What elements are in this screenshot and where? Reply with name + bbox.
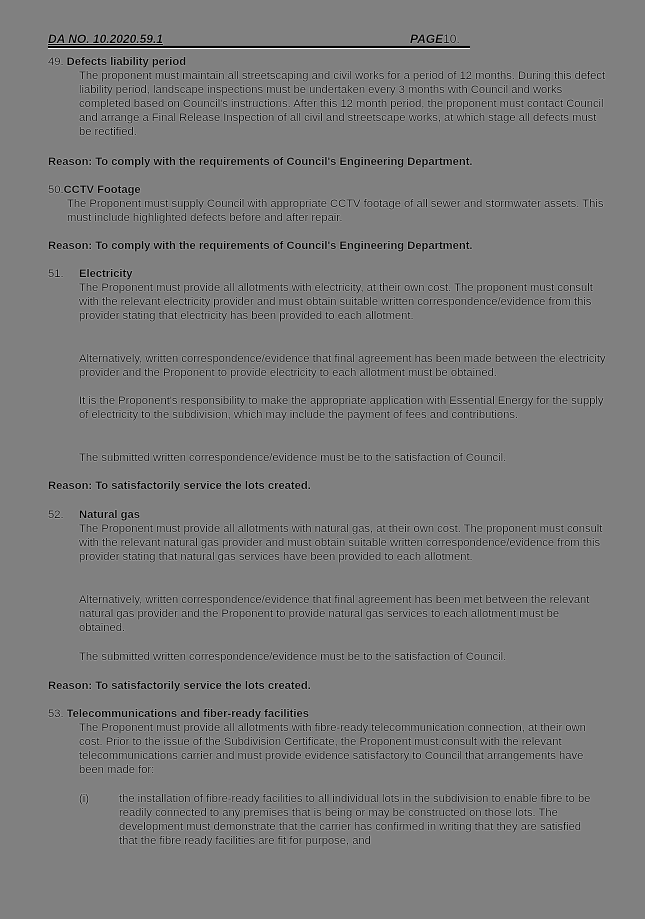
page-number: 10.	[443, 32, 460, 46]
condition-heading: 53. Telecommunications and fiber-ready facilities	[48, 708, 309, 720]
condition-50-reason: Reason: To comply with the requirements of Council's Engineering Department.	[48, 240, 473, 252]
condition-49	[48, 55, 608, 140]
condition-title: Defects liability period	[66, 56, 187, 68]
condition-heading: 51. Electricity	[48, 268, 133, 280]
condition-paragraph: The submitted written correspondence/evidence must be to the satisfaction of Council.	[79, 452, 507, 464]
condition-heading: 49. Defects liability period	[48, 56, 187, 68]
condition-51-para-3	[48, 394, 608, 422]
condition-paragraph: The proponent must maintain all streetscaping and civil works for a period of 12 months. During this defect liability period, landscape inspections must be undertaken every 3 months with Council and works completed based on Council's instructions. After this 12 month period, the proponent must contact Council and arrange a Final Release Inspection of all civil and streetscape works, at which stage all defects must be rectified.	[79, 70, 606, 139]
condition-paragraph: The Proponent must supply Council with appropriate CCTV footage of all sewer and stormwater assets. This must include highlighted defects before and after repair.	[67, 198, 604, 225]
condition-51-para-4	[48, 451, 608, 465]
sub-item-marker: (i)	[79, 793, 89, 805]
condition-51-para-2	[48, 352, 608, 380]
condition-heading: 50.CCTV Footage	[48, 184, 141, 196]
page-label: PAGE	[410, 32, 444, 46]
condition-title: Telecommunications and fiber-ready facilities	[66, 708, 309, 720]
condition-52-para-3	[48, 650, 608, 664]
sub-item-text: the installation of fibre-ready facilities to all individual lots in the subdivision to enable fibre to be readily connected to any premises that is being or may be constructed on those lots. The development must demonstrate that the carrier has confirmed in writing that they are satisfied that the fibre ready facilities are fit for purpose, and	[119, 793, 591, 848]
condition-52-reason: Reason: To satisfactorily service the lots created.	[48, 680, 311, 692]
condition-50	[48, 183, 608, 225]
da-number: DA NO. 10.2020.59.1	[48, 32, 163, 46]
condition-title: Electricity	[79, 268, 133, 280]
condition-51-reason: Reason: To satisfactorily service the lots created.	[48, 480, 311, 492]
condition-paragraph: Alternatively, written correspondence/evidence that final agreement has been made between the electricity provider and the Proponent to provide electricity to each allotment must be obtained.	[79, 353, 606, 380]
condition-paragraph: The Proponent must provide all allotments with natural gas, at their own cost. The proponent must consult with the relevant natural gas provider and must obtain suitable written correspondence/evidence from this provider stating that natural gas services have been provided to each allotment.	[79, 523, 603, 564]
condition-paragraph: The submitted written correspondence/evidence must be to the satisfaction of Council.	[79, 651, 507, 663]
condition-49-reason: Reason: To comply with the requirements of Council's Engineering Department.	[48, 156, 473, 168]
condition-heading: 52. Natural gas	[48, 509, 140, 521]
condition-paragraph: The Proponent must provide all allotments with fibre-ready telecommunication connection, at their own cost. Prior to the issue of the Subdivision Certificate, the Proponent must consult with the relevant telecommunications carrier and must provide evidence satisfactory to Council that arrangements have been made for:	[79, 722, 586, 777]
condition-paragraph: The Proponent must provide all allotments with electricity, at their own cost. The proponent must consult with the relevant electricity provider and must obtain suitable written correspondence/evidence from this provider stating that electricity has been provided to each allotment.	[79, 282, 593, 323]
condition-paragraph: It is the Proponent's responsibility to make the appropriate application with Essential Energy for the supply of electricity to the subdivision, which may include the payment of fees and contributions.	[79, 395, 604, 422]
condition-paragraph: Alternatively, written correspondence/evidence that final agreement has been met between the relevant natural gas provider and the Proponent to provide natural gas services to each allotment must be obtained.	[79, 594, 590, 635]
page-indicator	[410, 32, 460, 46]
condition-51	[48, 267, 608, 323]
condition-52	[48, 508, 608, 564]
condition-53	[48, 707, 608, 777]
page-header	[48, 32, 470, 48]
condition-52-para-2	[48, 593, 608, 635]
condition-title: Natural gas	[79, 509, 140, 521]
condition-title: CCTV Footage	[63, 184, 141, 196]
condition-53-sub-item-i	[79, 792, 599, 848]
